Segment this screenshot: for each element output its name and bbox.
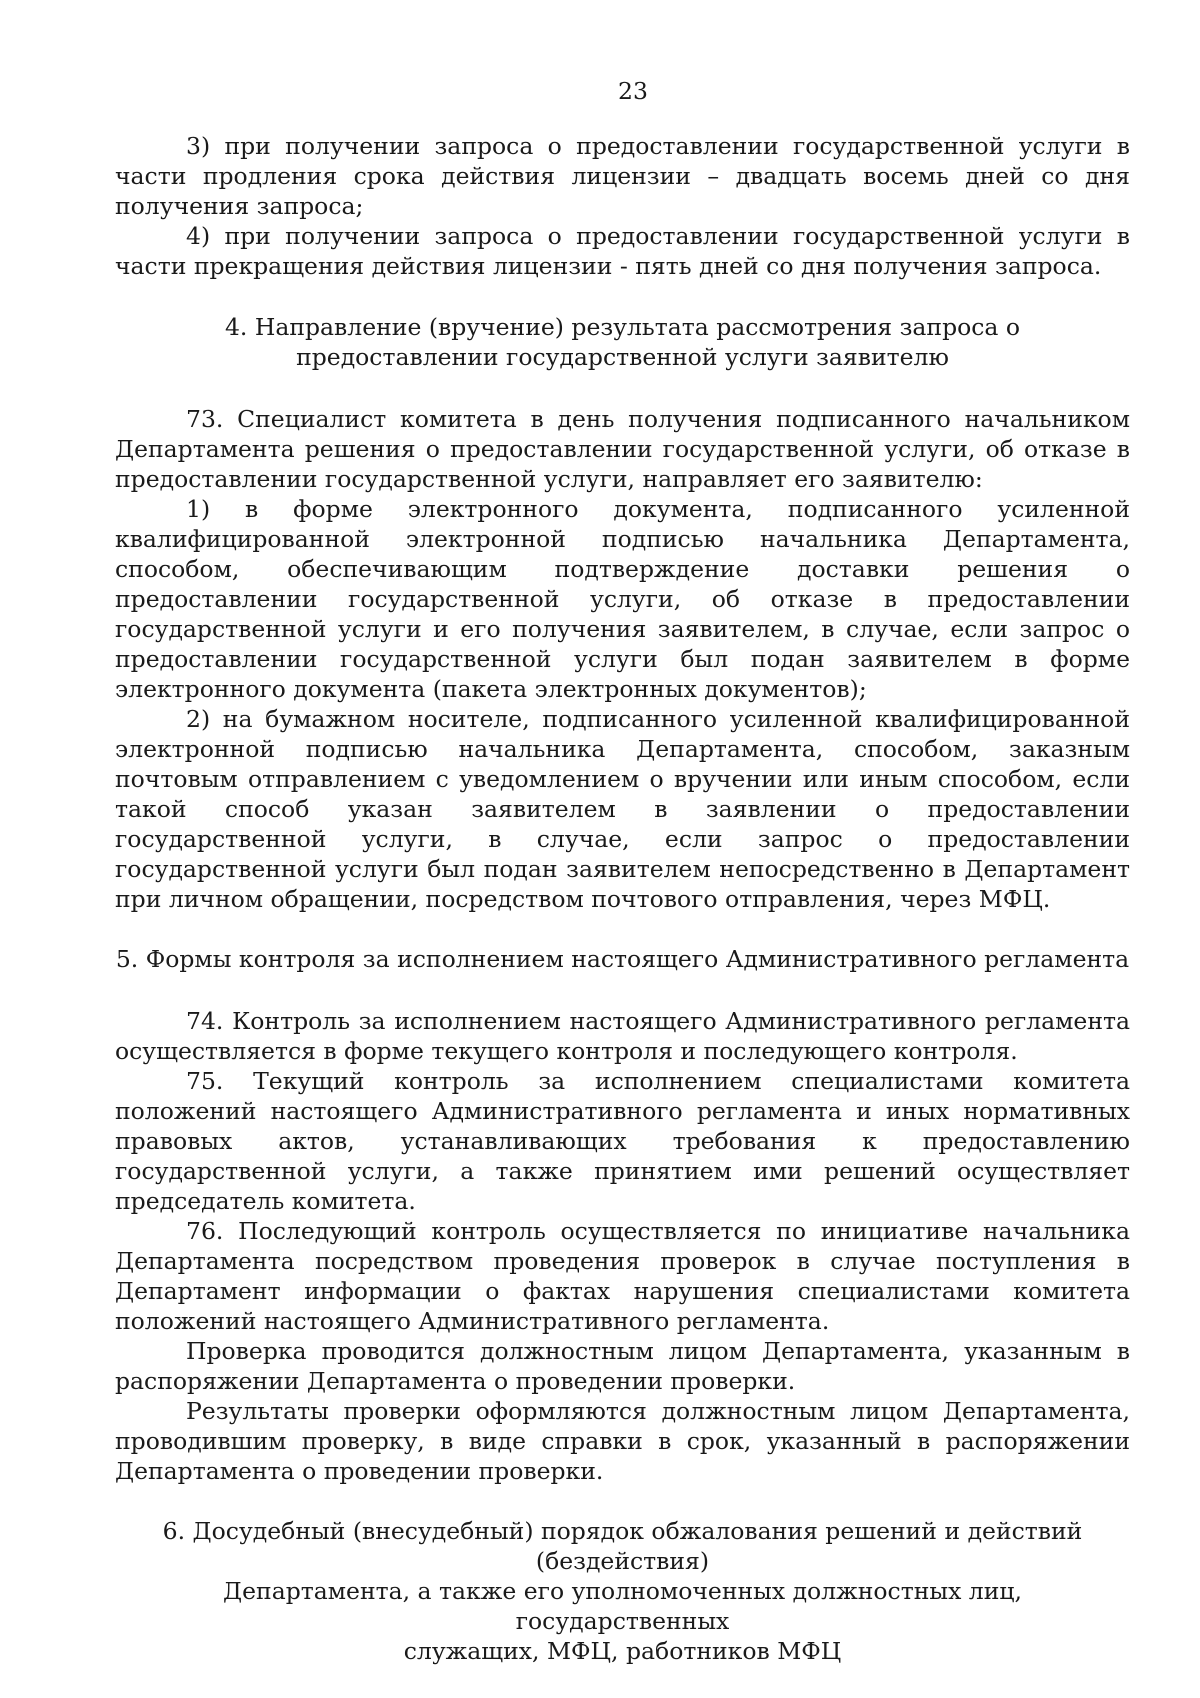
paragraph: 76. Последующий контроль осуществляется по инициативе начальника Департамента посредством проведения проверок в случае поступления в Департамент информации о фактах нарушения специалистами комитета положений настоящего Административного регламента. [115, 1217, 1130, 1335]
section-heading-5: 5. Формы контроля за исполнением настоящего Административного регламента [115, 945, 1130, 973]
section-heading-4: 4. Направление (вручение) результата рассмотрения запроса о предоставлении государственной услуги заявителю [224, 313, 1021, 371]
paragraph: 75. Текущий контроль за исполнением специалистами комитета положений настоящего Административного регламента и иных нормативных правовых актов, устанавливающих требования к предоставлению государственной услуги, а также принятием ими решений осуществляет председатель комитета. [115, 1067, 1130, 1215]
paragraph: 2) на бумажном носителе, подписанного усиленной квалифицированной электронной подписью начальника Департамента, способом, заказным почтовым отправлением с уведомлением о вручении или иным способом, если такой способ указан заявителем в заявлении о предоставлении государственной услуги, в случае, если запрос о предоставлении государственной услуги был подан заявителем непосредственно в Департамент при личном обращении, посредством почтового отправления, через МФЦ. [115, 705, 1130, 913]
paragraph: 73. Специалист комитета в день получения подписанного начальником Департамента решения о предоставлении государственной услуги, об отказе в предоставлении государственной услуги, направляет его заявителю: [115, 405, 1130, 493]
page-number: 23 [618, 77, 648, 105]
paragraph: Проверка проводится должностным лицом Департамента, указанным в распоряжении Департамента о проведении проверки. [115, 1337, 1130, 1395]
paragraph: 1) в форме электронного документа, подписанного усиленной квалифицированной электронной подписью начальника Департамента, способом, обеспечивающим подтверждение доставки решения о предоставлении государственной услуги, об отказе в предоставлении государственной услуги и его получения заявителем, в случае, если запрос о предоставлении государственной услуги был подан заявителем в форме электронного документа (пакета электронных документов); [115, 495, 1130, 703]
paragraph: Результаты проверки оформляются должностным лицом Департамента, проводившим проверку, в виде справки в срок, указанный в распоряжении Департамента о проведении проверки. [115, 1397, 1130, 1485]
paragraph: 3) при получении запроса о предоставлении государственной услуги в части продления срока действия лицензии – двадцать восемь дней со дня получения запроса; [115, 132, 1130, 220]
page-content [115, 131, 1130, 1666]
paragraph: 4) при получении запроса о предоставлении государственной услуги в части прекращения действия лицензии - пять дней со дня получения запроса. [115, 222, 1130, 280]
section-heading-6 [115, 1516, 1130, 1666]
heading-line: Департамента, а также его уполномоченных должностных лиц, государственных [223, 1577, 1022, 1635]
heading-line: 6. Досудебный (внесудебный) порядок обжалования решений и действий (бездействия) [162, 1517, 1083, 1575]
paragraph: 74. Контроль за исполнением настоящего Административного регламента осуществляется в форме текущего контроля и последующего контроля. [115, 1007, 1130, 1065]
heading-line: служащих, МФЦ, работников МФЦ [403, 1637, 842, 1665]
